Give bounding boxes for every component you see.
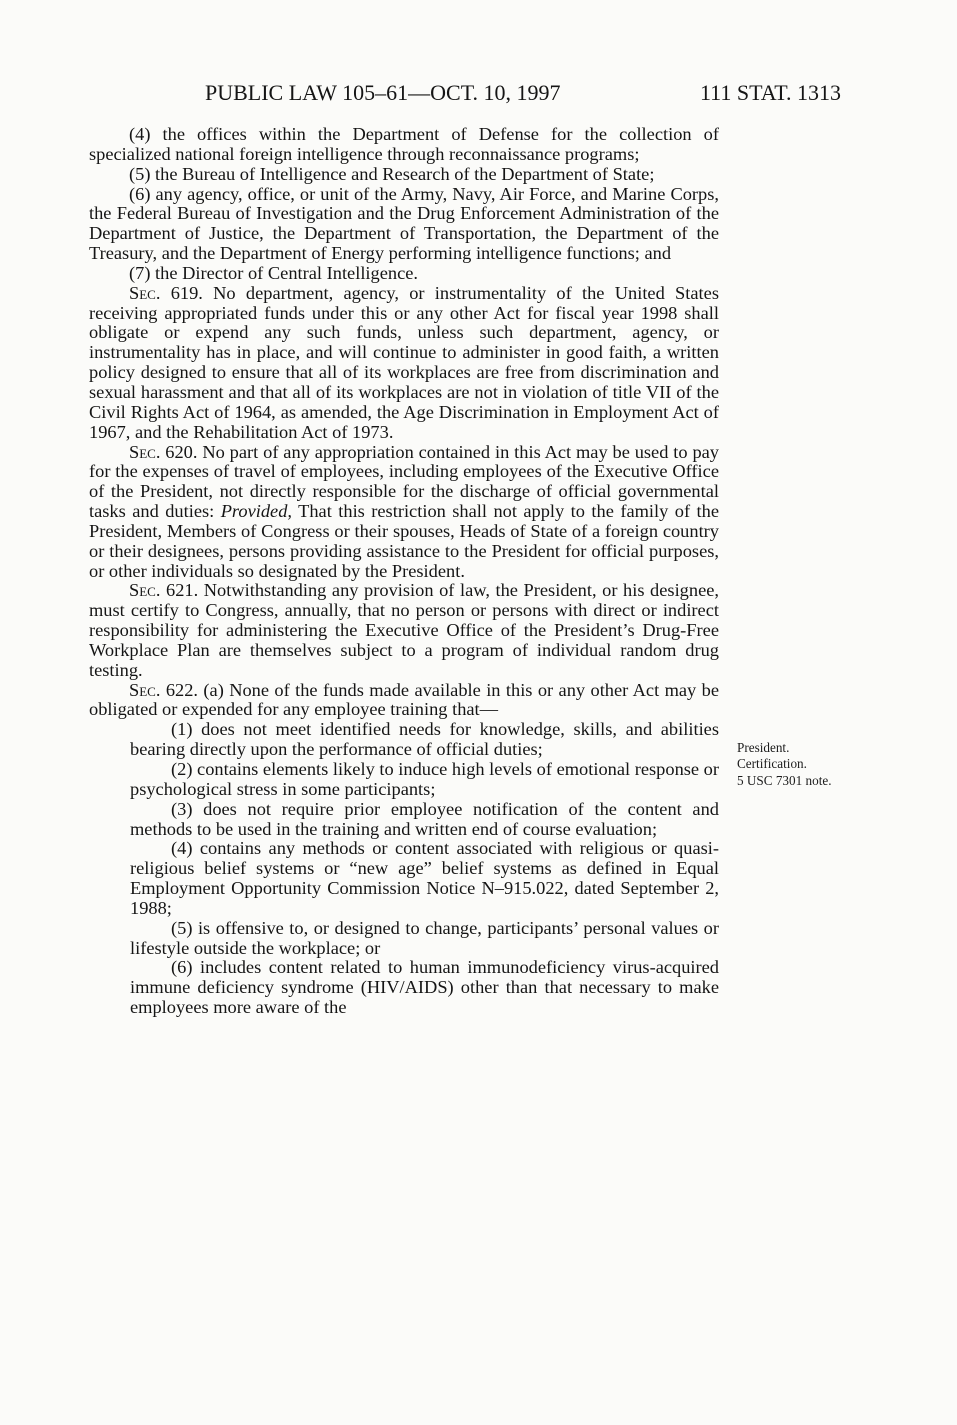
subitem-3: (3) does not require prior employee notification of the content and methods to be used in the training and written end of course evaluation; [130,798,719,839]
section-620 [89,443,719,582]
paragraph-item-6: (6) any agency, office, or unit of the Army, Navy, Air Force, and Marine Corps, the Federal Bureau of Investigation and the Drug Enforcement Administration of the Department of Justice, the Department of Transportation, the Department of the Treasury, and the Department of Energy performing intelligence functions; and [89,183,719,264]
section-619-label: Sec. 619. [129,282,203,303]
subitem-6: (6) includes content related to human immunodeficiency virus-acquired immune deficiency syndrome (HIV/AIDS) other than that necessary to make employees more aware of the [130,957,719,1018]
section-620-provided: Provided, [220,501,293,522]
margin-note [737,740,887,789]
section-622 [89,681,719,721]
section-619 [89,284,719,443]
subitem-1: (1) does not meet identified needs for knowledge, skills, and abilities bearing directly upon the performance of official duties; [130,719,719,760]
subitem-2: (2) contains elements likely to induce high levels of emotional response or psychological stress in some participants; [130,759,720,799]
section-620-label: Sec. 620. [129,441,198,462]
margin-note-line-2: Certification. [737,756,807,772]
section-619-text: No department, agency, or instrumentality of the United States receiving appropriated funds under this or any other Act for fiscal year 1998 shall obligate or expend any such funds, unless such department, agency, or instrumentality has in place, and will continue to administer in good faith, a written policy designed to ensure that all of its workplaces are free from discrimination and sexual harassment and that all of its workplaces are not in violation of title VII of the Civil Rights Act of 1964, as amended, the Age Discrimination in Employment Act of 1967, and the Rehabilitation Act of 1973. [89,282,719,442]
section-621 [89,581,719,680]
paragraph-item-5: (5) the Bureau of Intelligence and Research of the Department of State; [129,163,655,184]
section-620-text-a: No part of any appropriation contained in this Act may be used to pay for the expenses of travel of employees, including employees of the Executive Office of the President, not directly responsible for the discharge of official governmental tasks and duties: [89,441,719,522]
paragraph-item-4: (4) the offices within the Department of Defense for the collection of specialized national foreign intelligence through reconnaissance programs; [89,124,719,164]
section-622-label: Sec. 622. [129,679,199,700]
running-header-title: PUBLIC LAW 105–61—OCT. 10, 1997 [205,80,561,105]
running-header-page-number: 111 STAT. 1313 [700,80,842,105]
paragraph-item-7: (7) the Director of Central Intelligence. [129,262,419,283]
body-text [89,125,719,1018]
section-620-text-b: That this restriction shall not apply to the family of the President, Members of Congress or their spouses, Heads of State of a foreign country or their designees, persons providing assistance to the President for official purposes, or other individuals so designated by the President. [89,501,719,581]
margin-note-line-3: 5 USC 7301 note. [737,772,832,788]
subitem-5: (5) is offensive to, or designed to change, participants’ personal values or lifestyle outside the workplace; or [130,917,719,958]
section-621-label: Sec. 621. [129,580,199,601]
margin-note-line-1: President. [737,740,790,755]
subitem-4: (4) contains any methods or content associated with religious or quasi-religious belief systems or “new age” belief systems as defined in Equal Employment Opportunity Commission Notice N–915.022, dated September 2, 1988; [130,838,719,918]
section-621-text: Notwithstanding any provision of law, the President, or his designee, must certify to Congress, annually, that no person or persons with direct or indirect responsibility for administering the Executive Office of the President’s Drug-Free Workplace Plan are themselves subject to a program of individual random drug testing. [89,580,719,680]
section-622-text: (a) None of the funds made available in this or any other Act may be obligated or expended for any employee training that— [89,679,719,720]
